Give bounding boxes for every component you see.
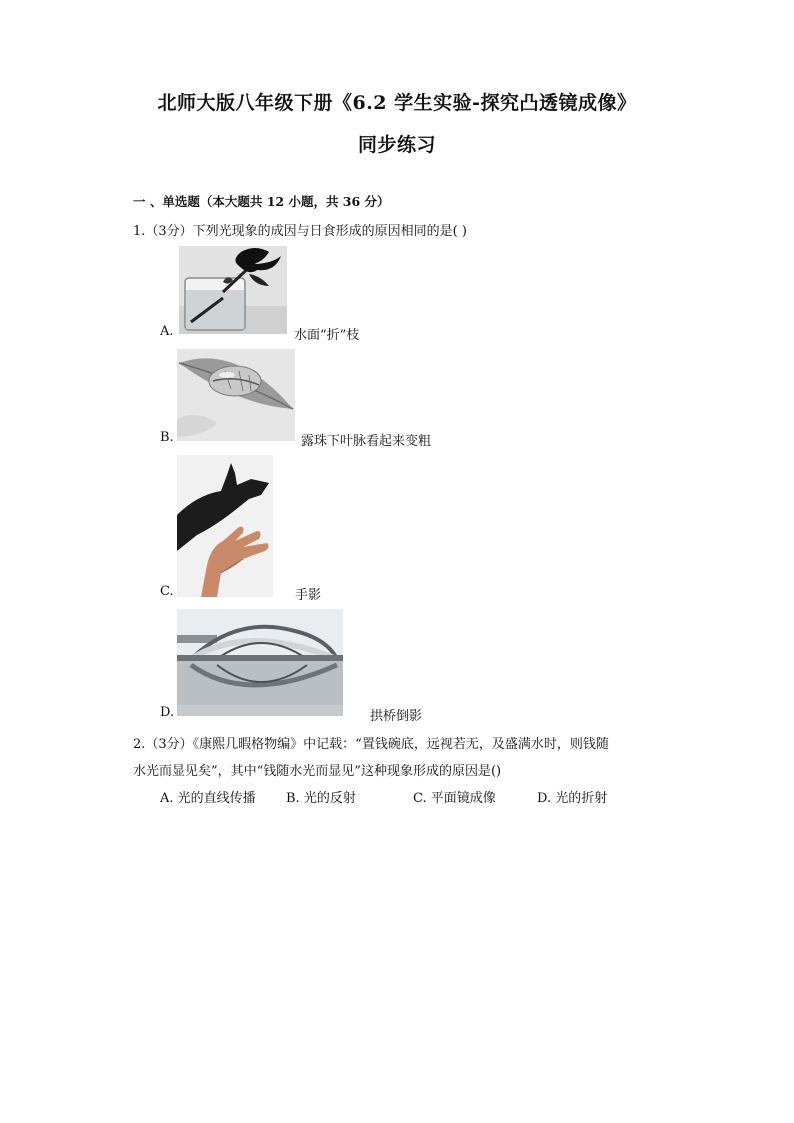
question-2-option-d: D. 光的折射 (537, 791, 608, 806)
question-2-option-a: A. 光的直线传播 (160, 791, 256, 806)
question-2-stem-line1: 2.（3分）《康熙几暇格物编》中记载：“置钱碗底，远视若无，及盛满水时，则钱随 (133, 737, 609, 752)
question-2-option-b: B. 光的反射 (286, 791, 356, 806)
question-2-option-c: C. 平面镜成像 (413, 791, 496, 806)
section-heading: 一 、单选题（本大题共 12 小题，共 36 分） (133, 194, 390, 209)
document-title: 北师大版八年级下册《6.2 学生实验-探究凸透镜成像》 (157, 92, 637, 114)
option-d-letter: D. (160, 705, 175, 720)
arch-bridge-icon (177, 609, 343, 716)
document-subtitle: 同步练习 (357, 134, 436, 156)
question-2-stem-line2: 水光而显见矣”，其中“钱随水光而显见”这种现象形成的原因是() (133, 764, 502, 779)
option-c-letter: C. (160, 584, 174, 599)
leaf-dewdrop-icon (177, 349, 295, 441)
option-b-letter: B. (160, 430, 174, 445)
question-1-stem: 1.（3分）下列光现象的成因与日食形成的原因相同的是( ) (133, 224, 467, 239)
option-c-text: 手影 (295, 588, 322, 603)
option-d-text: 拱桥倒影 (370, 709, 423, 724)
glass-flower-icon (179, 246, 287, 334)
option-b-text: 露珠下叶脉看起来变粗 (301, 434, 432, 449)
hand-shadow-icon (177, 455, 273, 597)
option-a-text: 水面“折”枝 (294, 328, 360, 343)
option-a-letter: A. (160, 324, 174, 339)
